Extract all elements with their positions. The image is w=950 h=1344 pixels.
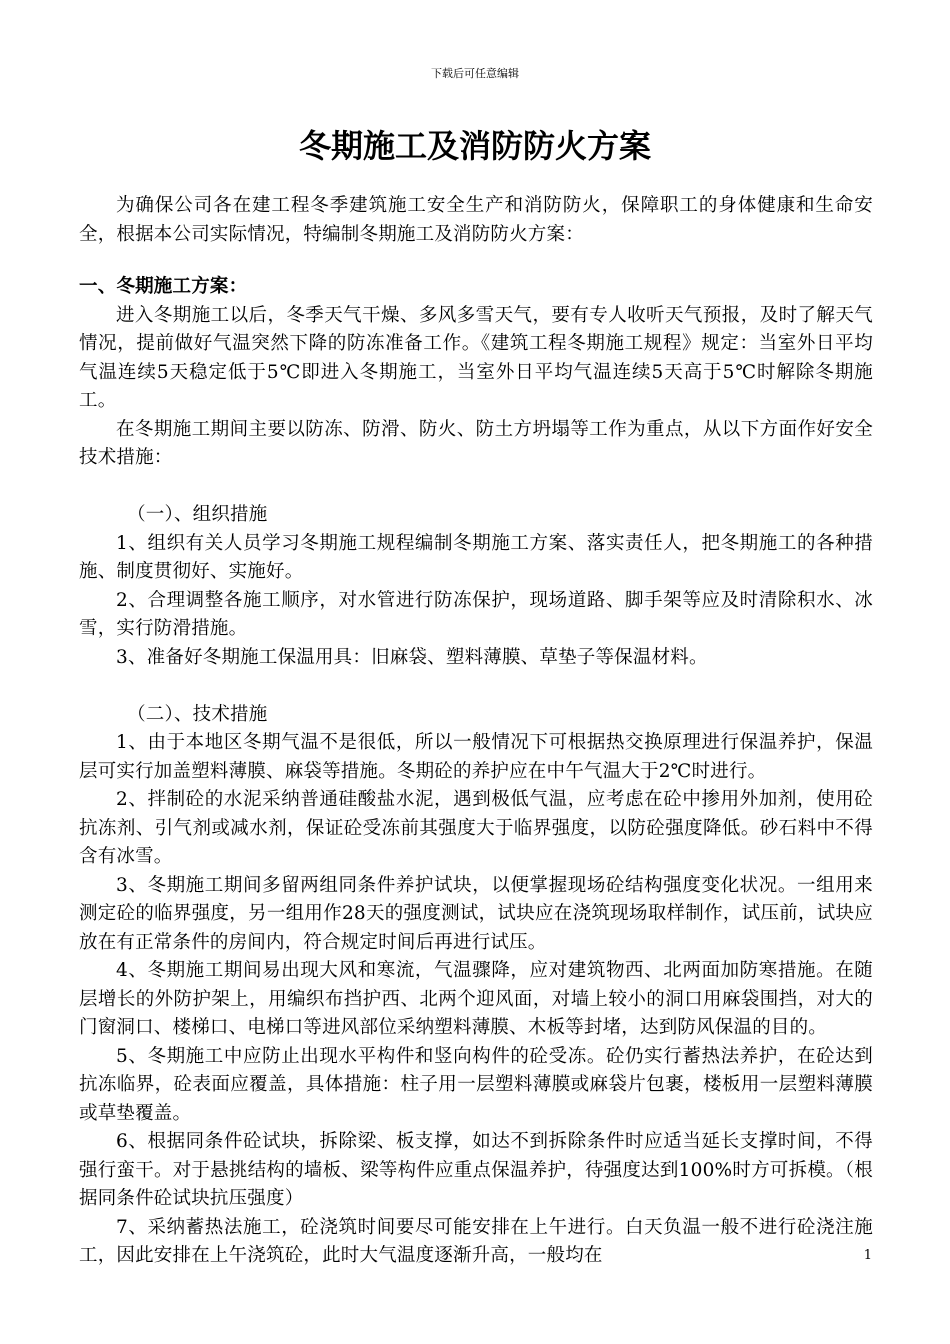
list-item: 1、由于本地区冬期气温不是很低，所以一般情况下可根据热交换原理进行保温养护，保温层可实行加盖塑料薄膜、麻袋等措施。冬期砼的养护应在中午气温大于2℃时进行。 [79,732,873,782]
page-number: 1 [863,1248,872,1263]
list-item: 2、拌制砼的水泥采纳普通硅酸盐水泥，遇到极低气温，应考虑在砼中掺用外加剂，使用砼抗冻剂、引气剂或减水剂，保证砼受冻前其强度大于临界强度，以防砼强度降低。砂石料中不得含有冰雪。 [79,789,873,867]
spacer [79,672,873,701]
section-heading: 一、冬期施工方案： [79,276,248,297]
intro-paragraph: 为确保公司各在建工程冬季建筑施工安全生产和消防防火，保障职工的身体健康和生命安全，根据本公司实际情况，特编制冬期施工及消防防火方案： [79,195,873,245]
list-item: 1、组织有关人员学习冬期施工规程编制冬期施工方案、落实责任人，把冬期施工的各种措施、制度贯彻好、实施好。 [79,532,873,582]
document-title: 冬期施工及消防防火方案 [298,127,651,165]
list-item: 6、根据同条件砼试块，拆除梁、板支撑，如达不到拆除条件时应适当延长支撑时间，不得强行蛮干。对于悬挑结构的墙板、梁等构件应重点保温养护，待强度达到100%时方可拆模。（根据同条件砼试块抗压强度） [79,1131,873,1209]
subsection-heading: （一）、组织措施 [127,504,268,525]
list-item: 3、冬期施工期间多留两组同条件养护试块，以便掌握现场砼结构强度变化状况。一组用来测定砼的临界强度，另一组用作28天的强度测试，试块应在浇筑现场取样制作，试压前，试块应放在有正常条件的房间内，符合规定时间后再进行试压。 [79,874,873,953]
subsection-heading: （二）、技术措施 [127,703,268,725]
list-item: 4、冬期施工期间易出现大风和寒流，气温骤降，应对建筑物西、北两面加防寒措施。在随层增长的外防护架上，用编织布挡护西、北两个迎风面，对墙上较小的洞口用麻袋围挡，对大的门窗洞口、楼梯口、电梯口等进风部位采纳塑料薄膜、木板等封堵，达到防风保温的目的。 [79,960,873,1038]
list-item: 5、冬期施工中应防止出现水平构件和竖向构件的砼受冻。砼仍实行蓄热法养护，在砼达到抗冻临界，砼表面应覆盖，具体措施：柱子用一层塑料薄膜或麻袋片包裹，楼板用一层塑料薄膜或草垫覆盖。 [79,1045,873,1124]
paragraph: 在冬期施工期间主要以防冻、防滑、防火、防土方坍塌等工作为重点，从以下方面作好安全技术措施： [79,418,873,468]
document-body [79,192,873,1271]
page-header: 下载后可任意编辑 [431,67,519,80]
list-item: 3、准备好冬期施工保温用具：旧麻袋、塑料薄膜、草垫子等保温材料。 [116,646,708,668]
spacer [79,473,873,502]
list-item: 2、合理调整各施工顺序，对水管进行防冻保护，现场道路、脚手架等应及时清除积水、冰雪，实行防滑措施。 [79,589,873,639]
spacer [79,249,873,273]
paragraph: 进入冬期施工以后，冬季天气干燥、多风多雪天气，要有专人收听天气预报，及时了解天气情况，提前做好气温突然下降的防冻准备工作。《建筑工程冬期施工规程》规定：当室外日平均气温连续5天稳定低于5℃即进入冬期施工，当室外日平均气温连续5天高于5℃时解除冬期施工。 [79,304,873,411]
list-item: 7、采纳蓄热法施工，砼浇筑时间要尽可能安排在上午进行。白天负温一般不进行砼浇注施工，因此安排在上午浇筑砼，此时大气温度逐渐升高，一般均在 [79,1216,873,1266]
